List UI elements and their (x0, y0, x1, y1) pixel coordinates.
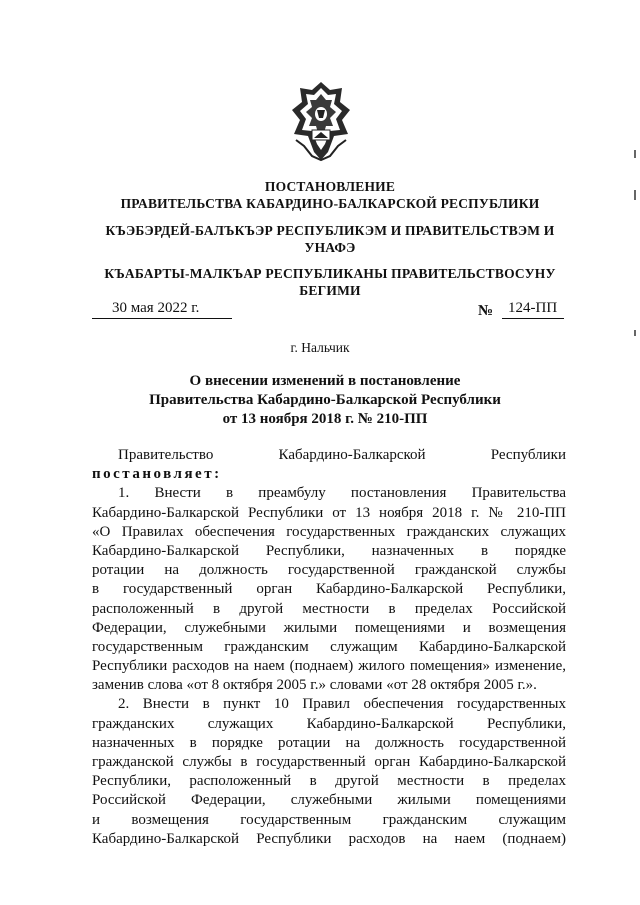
heading-kabardian-line1: КЪЭБЭРДЕЙ-БАЛЪКЪЭР РЕСПУБЛИКЭМ И ПРАВИТЕЛЬСТВЭМ И (105, 223, 555, 238)
para1-line: Кабардино-Балкарской Республики, назначенных в порядке (92, 542, 566, 559)
scan-edge-mark (634, 190, 636, 200)
document-title (90, 372, 560, 429)
document-number: 124-ПП (508, 300, 558, 316)
preamble-decides (92, 465, 566, 484)
heading-block-balkar (60, 265, 600, 299)
para1-line: Кабардино-Балкарской Республики от 13 ноября 2018 г. № 210-ПП (92, 504, 566, 521)
para1-line: «О Правилах обеспечения государственных гражданских служащих (92, 523, 566, 540)
heading-balkar-line1: КЪАБАРТЫ-МАЛКЪАР РЕСПУБЛИКАНЫ ПРАВИТЕЛЬСТВОСУНУ (104, 266, 556, 281)
title-line: О внесении изменений в постановление (189, 373, 461, 389)
heading-kabardian-line2: УНАФЭ (304, 240, 356, 255)
para2-line: 2. Внести в пункт 10 Правил обеспечения государственных (118, 696, 566, 713)
para2-line: и возмещения государственным гражданским служащим (92, 811, 566, 828)
heading-balkar-line2: БЕГИМИ (299, 283, 361, 298)
para2-line: Российской Федерации, служебными жилыми помещениями (92, 792, 566, 809)
heading-government: ПРАВИТЕЛЬСТВА КАБАРДИНО-БАЛКАРСКОЙ РЕСПУБЛИКИ (120, 196, 540, 211)
para2-line: Кабардино-Балкарской Республики расходов на наем (поднаем) (92, 830, 566, 847)
city-name: г. Нальчик (290, 340, 350, 355)
para1-line: 1. Внести в преамбулу постановления Правительства (118, 485, 566, 502)
para1-line: расположенный в другой местности в пределах Российской (92, 600, 566, 617)
decides-word: постановляет: (92, 466, 222, 483)
title-line: Правительства Кабардино-Балкарской Республики (149, 392, 501, 408)
heading-block-main (60, 178, 600, 212)
heading-block-kabardian (60, 222, 600, 256)
date-underline (92, 318, 232, 319)
document-body (92, 446, 566, 849)
preamble-line: Правительство Кабардино-Балкарской Республики (118, 447, 566, 463)
para1-line: государственным гражданским служащим Кабардино-Балкарской (92, 638, 566, 655)
para2-line: гражданских служащих Кабардино-Балкарской Республики, (92, 715, 566, 732)
para1-line: ротации на должность государственной гражданской службы (92, 562, 566, 579)
coat-of-arms-emblem (290, 80, 352, 162)
number-underline (502, 318, 564, 319)
para2-line: Республики, расположенный в другой местности в пределах (92, 773, 566, 790)
para2-line: назначенных в порядке ротации на должность государственной (92, 734, 566, 751)
para1-line: Республики расходов на наем (поднаем) жилого помещения» изменение, (92, 658, 566, 675)
para1-line: заменив слова «от 8 октября 2005 г.» словами «от 28 октября 2005 г.». (92, 677, 537, 694)
para2-line: гражданской службы в государственный орган Кабардино-Балкарской (92, 754, 566, 770)
title-line: от 13 ноября 2018 г. № 210-ПП (222, 411, 428, 427)
number-label: № (478, 303, 494, 319)
para1-line: в государственный орган Кабардино-Балкарской Республики, (92, 581, 566, 598)
heading-title: ПОСТАНОВЛЕНИЕ (264, 179, 396, 194)
scan-edge-mark (634, 330, 636, 336)
document-date: 30 мая 2022 г. (112, 300, 200, 316)
scan-edge-mark (634, 150, 636, 158)
para1-line: Федерации, служебными жилыми помещениями и возмещения (92, 619, 566, 636)
